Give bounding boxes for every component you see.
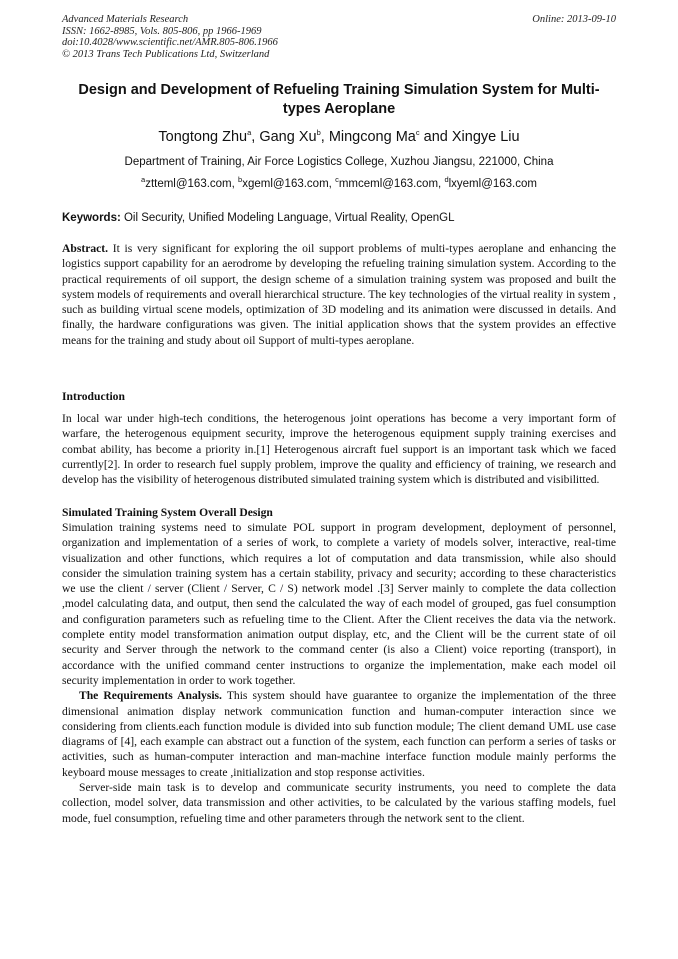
section-heading: Simulated Training System Overall Design bbox=[62, 506, 273, 519]
paper-title: Design and Development of Refueling Training Simulation System for Multi-types Aeroplane bbox=[78, 82, 600, 117]
online-date: Online: 2013-09-10 bbox=[532, 14, 616, 25]
paragraph-text: This system should have guarantee to organize the implementation of the three dimensional animation display network communication function and human-computer interaction since we considering from clients.each function module is divided into sub function module; The client demand UML use case diagrams of [4], each example can abstract out a function of the system, each function can perform a series of tasks or activities, such as human-computer interaction and man-machine interface function module mainly performs the keyboard mouse messages to create ,initialization and stop response activities. bbox=[62, 689, 616, 779]
author-affil-mark: b bbox=[316, 128, 321, 138]
author-separator: , bbox=[251, 129, 260, 145]
author-separator: , bbox=[320, 129, 329, 145]
introduction-heading: Introduction bbox=[62, 390, 125, 403]
paragraph: Server-side main task is to develop and communicate security instruments, you need to complete the data collection, model solver, data transmission and other activities, to be calculated by the various staffing models, fuel mode, fuel consumption, refueling time and other parameters through the network sent to the client. bbox=[62, 781, 616, 825]
keywords bbox=[62, 211, 616, 226]
paragraph bbox=[62, 688, 616, 780]
issn-line: ISSN: 1662-8985, Vols. 805-806, pp 1966-1969 bbox=[62, 25, 262, 37]
abstract-label: Abstract. bbox=[62, 242, 109, 255]
author-list bbox=[62, 128, 616, 146]
section-body bbox=[62, 520, 616, 826]
author-name: Xingye Liu bbox=[451, 129, 520, 145]
email-mark: c bbox=[335, 175, 339, 185]
author-affil-mark: c bbox=[415, 128, 420, 138]
email-mark: a bbox=[141, 175, 146, 185]
inline-heading: The Requirements Analysis. bbox=[79, 689, 222, 703]
paragraph: In local war under high-tech conditions, the heterogenous joint operations has become a very important form of warfare, the heterogenous equipment security, improve the heterogenous equipment supply training exercises and combat ability, has become a priority in.[1] Heterogenous aircraft fuel support is an important task which we faced currently[2]. In order to research fuel supply problem, improve the quality and efficiency of training, we research and develop has the visibility of heterogenous distributed simulated training system which is distributed and visibilitted. bbox=[62, 412, 616, 487]
author-separator: and bbox=[419, 129, 452, 145]
keywords-label: Keywords: bbox=[62, 212, 121, 224]
keywords-text: Oil Security, Unified Modeling Language, Virtual Reality, OpenGL bbox=[120, 212, 455, 224]
affiliation: Department of Training, Air Force Logistics College, Xuzhou Jiangsu, 221000, China bbox=[124, 156, 554, 168]
author-emails bbox=[62, 177, 616, 192]
journal-header bbox=[62, 14, 616, 60]
paragraph: Simulation training systems need to simulate POL support in program development, deployment of personnel, organization and implementation of a series of work, to complete a variety of models solver, interactive, real-time visualization and other functions, which requires a lot of computation and data transmission, while also should consider the simulation training system has a certain stability, privacy and security; according to these characteristics we use the client / server (Client / Server, C / S) network model .[3] Server mainly to complete the data collection ,model calculating data, and output, then send the calculated the way of each model of grouped, gas fuel consumption and configuration parameters such as refueling time to the Client. After the Client receives the data via the network. complete entity model transformation animation output display, etc, and the Client will be the current state of oil security and Server through the network to the command center (is also a Client) voice reporting (transport), in accordance with the unified command center instructions to organize the implementation, make each model oil security implementation in order to work together. bbox=[62, 521, 616, 687]
email-mark: b bbox=[238, 175, 243, 185]
doi-line: doi:10.4028/www.scientific.net/AMR.805-806.1966 bbox=[62, 37, 278, 48]
author-affil-mark: a bbox=[247, 128, 252, 138]
author-name: Mingcong Ma bbox=[328, 129, 416, 145]
email: lxyeml@163.com bbox=[448, 178, 537, 190]
author-name: Tongtong Zhu bbox=[158, 129, 248, 145]
abstract bbox=[62, 241, 616, 348]
email-mark: d bbox=[444, 175, 449, 185]
copyright-line: © 2013 Trans Tech Publications Ltd, Switzerland bbox=[62, 48, 270, 60]
email: mmceml@163.com, bbox=[338, 178, 445, 190]
abstract-text: It is very significant for exploring the oil support problems of multi-types aeroplane and enhancing the logistics support capability for an aerodrome by developing the refueling training simulation system. According to the practical requirements of oil support, the design scheme of a simulation training system was proposed and built the system models of requirements and overall hierarchical structure. The key technologies of the virtual reality in system , such as building virtual scene models, optimization of 3D modeling and its animation were discussed in details. And finally, the hardware configurations was given. The initial application shows that the system provides an effective means for the training and study about oil Support of multi-types aeroplane. bbox=[62, 242, 616, 347]
journal-name: Advanced Materials Research bbox=[62, 14, 189, 25]
author-name: Gang Xu bbox=[259, 129, 317, 145]
email: ztteml@163.com, bbox=[145, 178, 239, 190]
email: xgeml@163.com, bbox=[242, 178, 336, 190]
introduction-body bbox=[62, 411, 616, 487]
